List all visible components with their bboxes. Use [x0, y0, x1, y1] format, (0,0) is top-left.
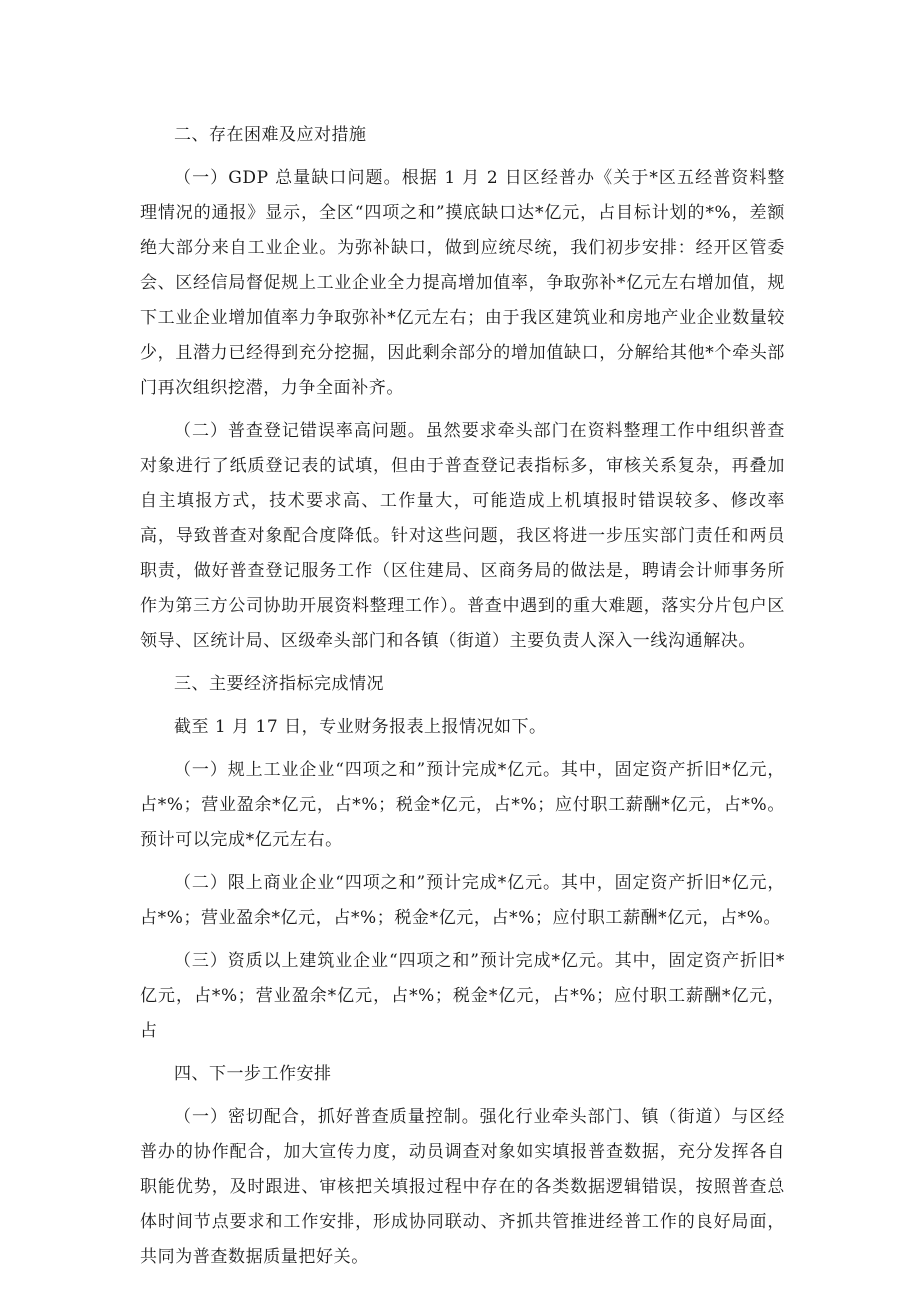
section-4-paragraph-1: （一）密切配合，抓好普查质量控制。强化行业牵头部门、镇（街道）与区经普办的协作配合，加大宣传力度，动员调查对象如实填报普查数据，充分发挥各自职能优势，及时跟进、审核把关填报过程中存在的各类数据逻辑错误，按照普查总体时间节点要求和工作安排，形成协同联动、齐抓共管推进经普工作的良好局面，共同为普查数据质量把好关。	[140, 1107, 785, 1267]
section-3-intro: 截至 1 月 17 日，专业财务报表上报情况如下。	[174, 717, 547, 737]
section-3-paragraph-1: （一）规上工业企业“四项之和”预计完成*亿元。其中，固定资产折旧*亿元，占*%；营业盈余*亿元，占*%；税金*亿元，占*%；应付职工薪酬*亿元，占*%。预计可以完成*亿元左右。	[140, 760, 785, 850]
section-3-heading: 三、主要经济指标完成情况	[174, 674, 384, 694]
section-2-paragraph-2: （二）普查登记错误率高问题。虽然要求牵头部门在资料整理工作中组织普查对象进行了纸质登记表的试填，但由于普查登记表指标多，审核关系复杂，再叠加自主填报方式，技术要求高、工作量大，可能造成上机填报时错误较多、修改率高，导致普查对象配合度降低。针对这些问题，我区将进一步压实部门责任和两员职责，做好普查登记服务工作（区住建局、区商务局的做法是，聘请会计师事务所作为第三方公司协助开展资料整理工作）。普查中遇到的重大难题，落实分片包户区领导、区统计局、区级牵头部门和各镇（街道）主要负责人深入一线沟通解决。	[140, 421, 785, 651]
section-2-heading: 二、存在困难及应对措施	[174, 125, 367, 145]
section-3-paragraph-2: （二）限上商业企业“四项之和”预计完成*亿元。其中，固定资产折旧*亿元，占*%；营业盈余*亿元，占*%；税金*亿元，占*%；应付职工薪酬*亿元，占*%。	[140, 873, 785, 928]
section-3-paragraph-3: （三）资质以上建筑业企业“四项之和”预计完成*亿元。其中，固定资产折旧*亿元，占*%；营业盈余*亿元，占*%；税金*亿元，占*%；应付职工薪酬*亿元，占	[140, 951, 785, 1041]
section-4-heading: 四、下一步工作安排	[174, 1064, 332, 1084]
document-body	[140, 118, 785, 1283]
section-2-paragraph-1: （一）GDP 总量缺口问题。根据 1 月 2 日区经普办《关于*区五经普资料整理情况的通报》显示，全区“四项之和”摸底缺口达*亿元，占目标计划的*%，差额绝大部分来自工业企业。为弥补缺口，做到应统尽统，我们初步安排：经开区管委会、区经信局督促规上工业企业全力提高增加值率，争取弥补*亿元左右增加值，规下工业企业增加值率力争取弥补*亿元左右；由于我区建筑业和房地产业企业数量较少，且潜力已经得到充分挖掘，因此剩余部分的增加值缺口，分解给其他*个牵头部门再次组织挖潜，力争全面补齐。	[140, 168, 785, 398]
